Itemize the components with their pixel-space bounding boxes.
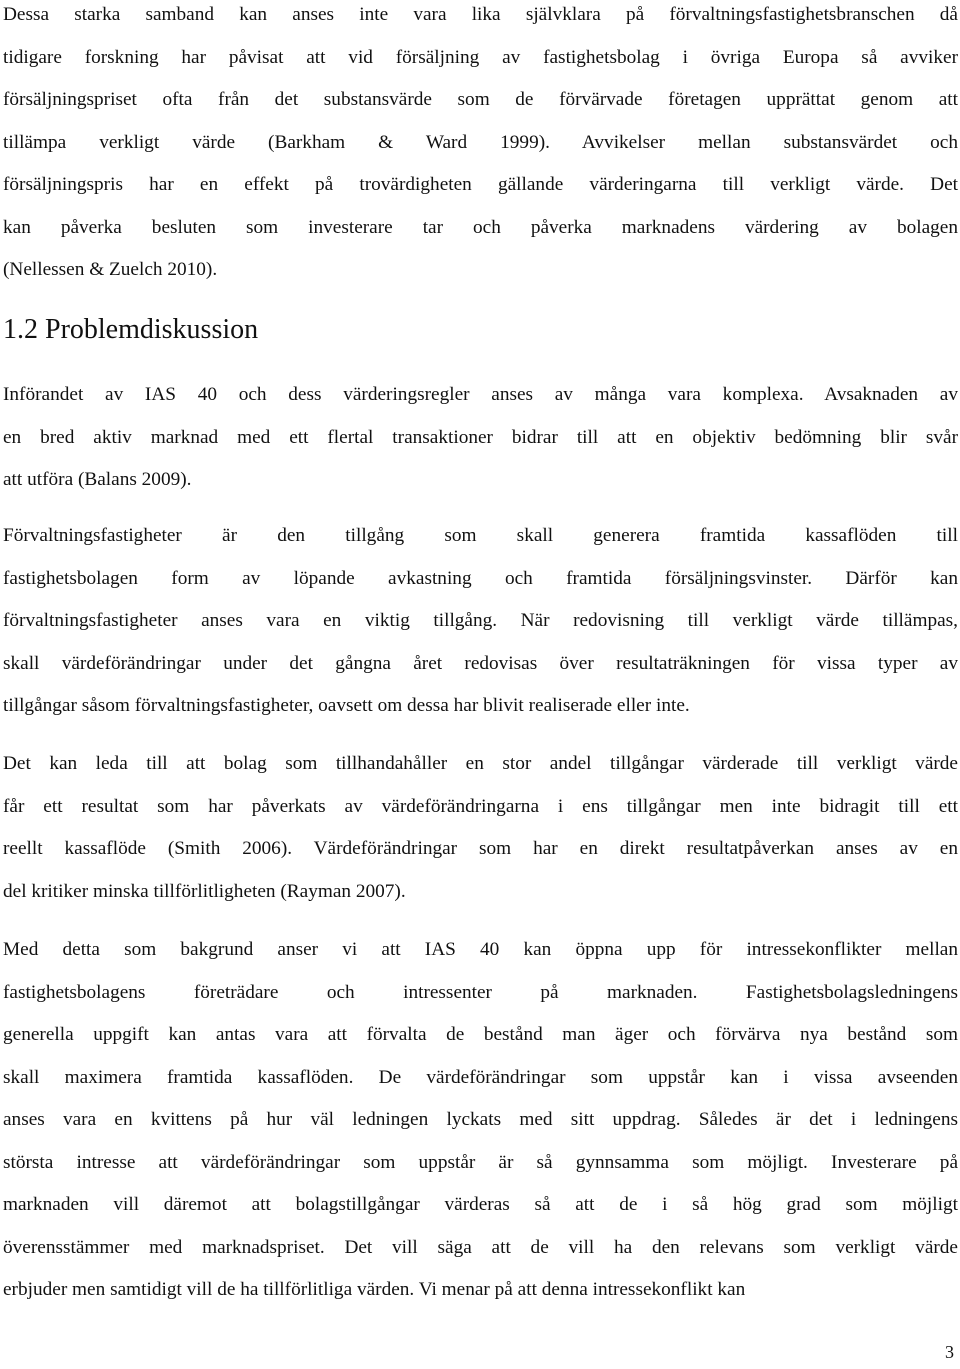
- text-line: en bred aktiv marknad med ett flertal transaktioner bidrar till att en objektiv bedömning blir svår: [3, 426, 958, 448]
- section-heading: 1.2 Problemdiskussion: [3, 314, 259, 345]
- text-line: försäljningspris har en effekt på trovärdigheten gällande värderingarna till verkligt värde. Det: [3, 174, 958, 195]
- text-line: får ett resultat som har påverkats av värdeförändringarna i ens tillgångar men inte bidragit till ett: [3, 795, 958, 817]
- paragraph-investment-properties: [3, 515, 958, 728]
- text-line: kan påverka besluten som investerare tar och påverka marknadens värdering av bolagen: [3, 216, 958, 238]
- text-line: Införandet av IAS 40 och dess värderingsregler anses av många vara komplexa. Avsaknaden av: [3, 384, 958, 405]
- text-line: att utföra (Balans 2009).: [3, 469, 192, 490]
- text-line: Dessa starka samband kan anses inte vara lika självklara på förvaltningsfastighetsbranschen då: [3, 4, 958, 25]
- text-line: del kritiker minska tillförlitligheten (Rayman 2007).: [3, 880, 406, 902]
- text-line: erbjuder men samtidigt vill de ha tillförlitliga värden. Vi menar på att denna intressekonflikt kan: [3, 1279, 746, 1300]
- text-line: överensstämmer med marknadspriset. Det vill säga att de vill ha den relevans som verkligt värde: [3, 1236, 958, 1258]
- page-number: 3: [945, 1342, 954, 1362]
- text-line: Med detta som bakgrund anser vi att IAS 40 kan öppna upp för intressekonflikter mellan: [3, 939, 958, 960]
- paragraph-ias40-complexity: [3, 374, 958, 502]
- text-line: Förvaltningsfastigheter är den tillgång som skall generera framtida kassaflöden till: [3, 525, 958, 546]
- text-line: försäljningspriset ofta från det substansvärde som de förvärvade företagen upprättat genom att: [3, 89, 958, 110]
- text-line: fastighetsbolagen form av löpande avkastning och framtida försäljningsvinster. Därför kan: [3, 567, 958, 589]
- text-line: skall maximera framtida kassaflöden. De värdeförändringar som uppstår kan i vissa avseenden: [3, 1066, 958, 1088]
- text-line: reellt kassaflöde (Smith 2006). Värdeförändringar som har en direkt resultatpåverkan anses av en: [3, 838, 958, 859]
- text-line: skall värdeförändringar under det gångna året redovisas över resultaträkningen för vissa typer av: [3, 652, 958, 674]
- paragraph-value-changes: [3, 743, 958, 913]
- text-line: marknaden vill däremot att bolagstillgångar värderas så att de i så hög grad som möjligt: [3, 1194, 958, 1215]
- text-line: största intresse att värdeförändringar som uppstår är så gynnsamma som möjligt. Investerare på: [3, 1151, 958, 1173]
- text-line: förvaltningsfastigheter anses vara en viktig tillgång. När redovisning till verkligt värde tillämpas,: [3, 610, 958, 631]
- paragraph-conflict-of-interest: [3, 929, 958, 1312]
- text-line: tidigare forskning har påvisat att vid försäljning av fastighetsbolag i övriga Europa så avviker: [3, 46, 958, 68]
- text-line: Det kan leda till att bolag som tillhandahåller en stor andel tillgångar värderade till verkligt värde: [3, 753, 958, 774]
- text-line: generella uppgift kan antas vara att förvalta de bestånd man äger och förvärva nya bestånd som: [3, 1024, 958, 1045]
- text-line: fastighetsbolagens företrädare och intressenter på marknaden. Fastighetsbolagsledningens: [3, 981, 958, 1003]
- text-line: tillämpa verkligt värde (Barkham & Ward 1999). Avvikelser mellan substansvärdet och: [3, 131, 958, 153]
- text-line: anses vara en kvittens på hur väl ledningen lyckats med sitt uppdrag. Således är det i ledningens: [3, 1109, 958, 1130]
- text-line: (Nellessen & Zuelch 2010).: [3, 259, 218, 280]
- text-line: tillgångar såsom förvaltningsfastigheter, oavsett om dessa har blivit realiserade eller inte.: [3, 695, 690, 716]
- paragraph-intro: [3, 0, 958, 292]
